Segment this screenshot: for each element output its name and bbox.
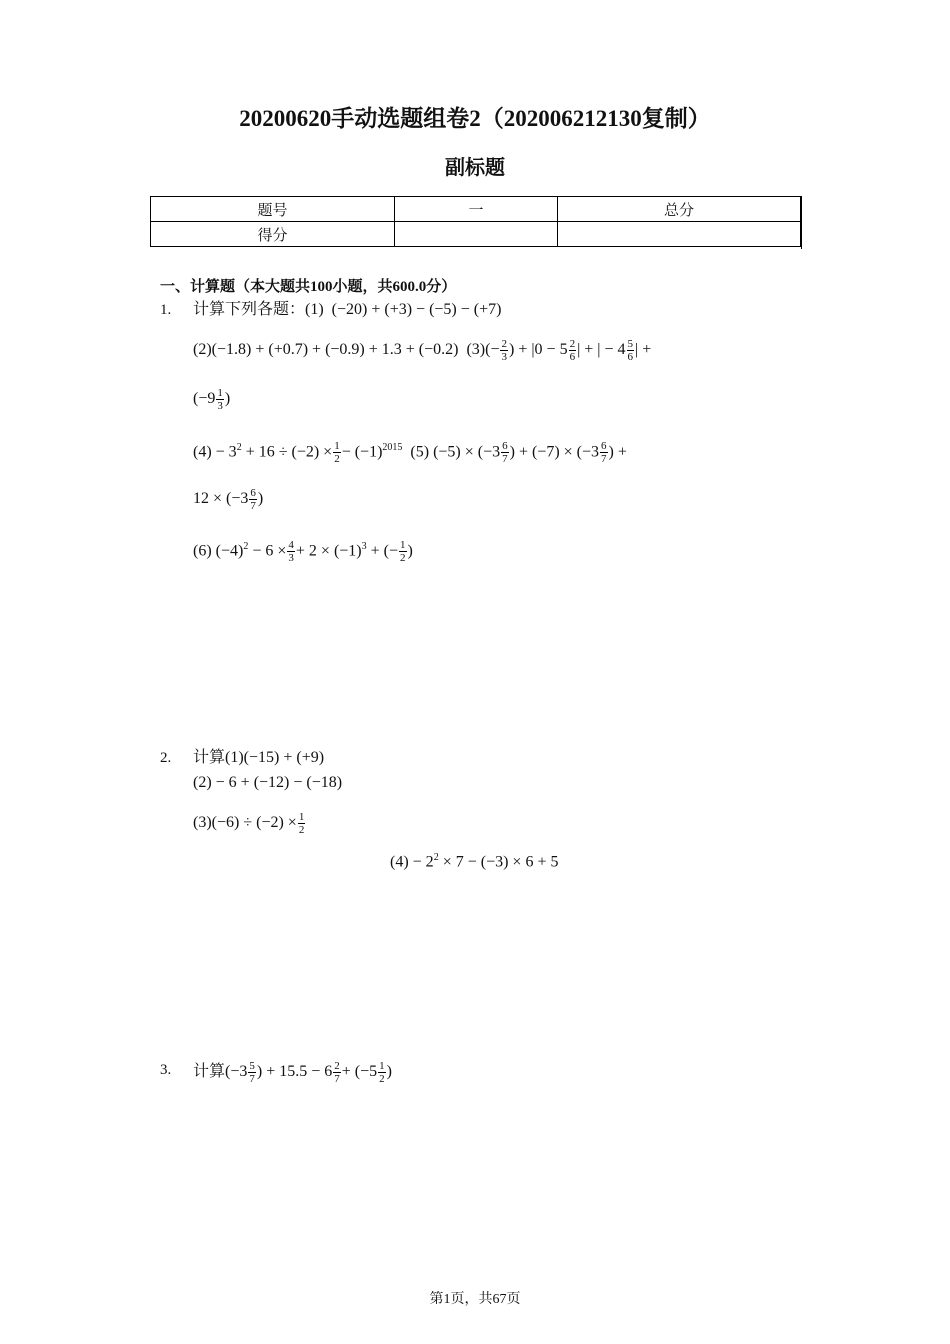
score-table-header-number: 题号 [151,197,395,222]
question-1-line-6 [193,537,413,564]
score-table-cell-one [395,222,558,247]
fraction-numerator: 6 [601,440,607,453]
fraction-denominator: 3 [217,400,223,412]
fraction-numerator: 1 [298,811,305,823]
fraction [249,487,257,512]
document-subtitle: 副标题 [445,155,505,179]
question-1-part-2: (2)(−1.8) + (+0.7) + (−0.9) + 1.3 + (−0.2) [193,341,459,359]
question-2-line-4 [390,848,558,872]
question-1-part-6: (6) (−4) [193,542,244,560]
fraction [500,338,508,363]
fraction-denominator: 7 [601,453,607,466]
fraction-denominator: 7 [250,500,256,512]
fraction [569,338,577,363]
fraction-denominator: 7 [502,453,508,466]
question-1-part-5: ) + [608,443,627,461]
fraction-numerator: 2 [569,338,576,350]
closing-paren: ) [257,490,264,508]
fraction [627,338,635,363]
question-1-line-2 [193,338,651,363]
question-1-prefix: 计算下列各题：(1) [193,301,324,318]
question-1-line-3 [193,387,230,412]
question-2-part-3: (3)(−6) ÷ (−2) × [193,814,297,832]
question-1-line-5 [193,487,263,512]
fraction [399,539,407,564]
question-1-line-1 [193,300,501,320]
question-1-part-3-mid: ) + |0 − 5 [508,341,568,359]
exponent: 2 [243,541,249,552]
fraction-numerator: 1 [217,387,223,399]
closing-paren: ) [224,390,231,408]
question-3-part: + (−5 [341,1063,378,1081]
question-3-number: 3. [160,1062,172,1078]
question-2-number: 2. [160,750,172,766]
fraction-denominator: 6 [627,351,634,363]
fraction-denominator: 2 [298,824,305,836]
fraction-denominator: 7 [249,1073,255,1085]
question-1-part-6: − 6 × [248,542,287,560]
fraction [501,440,509,465]
page-footer: 第1页，共67页 [429,1292,521,1307]
fraction-denominator: 3 [501,351,507,363]
fraction [287,539,295,564]
fraction-numerator: 2 [334,1060,340,1072]
question-1-part-3-end: | + [635,341,652,359]
question-1-part-3-mid: | + | − 4 [577,341,626,359]
question-1-line-4 [193,438,627,465]
question-1-part-4: (4) − 3 [193,443,237,461]
score-table-row-label: 得分 [151,222,395,247]
question-2-line-2: (2) − 6 + (−12) − (−18) [193,774,343,791]
fraction-denominator: 2 [379,1073,385,1085]
fraction-denominator: 6 [569,351,576,363]
fraction [333,440,341,465]
score-table-cell-total [558,222,801,247]
question-1-part-5-continued: 12 × (−3 [193,490,249,508]
closing-paren: ) [386,1063,392,1081]
score-table-header-one: 一 [395,197,558,222]
score-table-score-row [151,222,801,247]
fraction [216,387,224,412]
question-1-part-5: (5) (−5) × (−3 [410,443,501,461]
question-1-part-6: + 2 × (−1) [295,542,362,560]
question-2-line-1: 计算(1)(−15) + (+9) [193,749,325,766]
question-2-part-4: × 7 − (−3) × 6 + 5 [438,853,559,871]
fraction [600,440,608,465]
fraction-denominator: 2 [400,552,406,565]
question-1-part-3-continued: (−9 [193,390,216,408]
question-3-line-1 [193,1060,392,1085]
question-1-part-1: (−20) + (+3) − (−5) − (+7) [331,301,502,318]
question-1-part-6: + (− [366,542,398,560]
fraction [378,1060,386,1085]
fraction-numerator: 5 [627,338,634,350]
fraction-denominator: 3 [288,552,294,565]
fraction-numerator: 1 [334,440,340,453]
question-1-part-4: − (−1) [341,443,383,461]
question-3-part: ) + 15.5 − 6 [256,1063,333,1081]
document-title: 20200620手动选题组卷2（202006212130复制） [239,106,711,131]
fraction-numerator: 5 [249,1060,255,1072]
fraction-numerator: 6 [250,487,256,499]
fraction [333,1060,341,1085]
score-table-double-border [801,196,802,249]
fraction [298,811,306,836]
fraction-numerator: 4 [288,539,294,552]
fraction-numerator: 6 [502,440,508,453]
exponent: 2 [433,852,439,863]
section-heading: 一、计算题（本大题共100小题，共600.0分） [160,279,457,295]
question-2-part-4: (4) − 2 [390,853,434,871]
fraction-denominator: 7 [334,1073,340,1085]
exponent: 2 [236,442,242,453]
fraction-numerator: 2 [501,338,507,350]
question-3-part: 计算(−3 [193,1063,248,1081]
exponent: 3 [361,541,367,552]
fraction-denominator: 2 [334,453,340,466]
fraction [248,1060,256,1085]
question-1-part-4: + 16 ÷ (−2) × [241,443,333,461]
fraction-numerator: 1 [379,1060,385,1072]
question-1-part-5: ) + (−7) × (−3 [509,443,600,461]
closing-paren: ) [407,542,413,560]
question-2-line-3 [193,811,306,836]
score-table [150,196,801,247]
question-1-part-3-start: (3)(− [466,341,500,359]
exponent: 2015 [382,442,403,453]
fraction-numerator: 1 [400,539,406,552]
question-1-number: 1. [160,302,172,318]
score-table-header-total: 总分 [558,197,801,222]
score-table-header-row [151,197,801,222]
